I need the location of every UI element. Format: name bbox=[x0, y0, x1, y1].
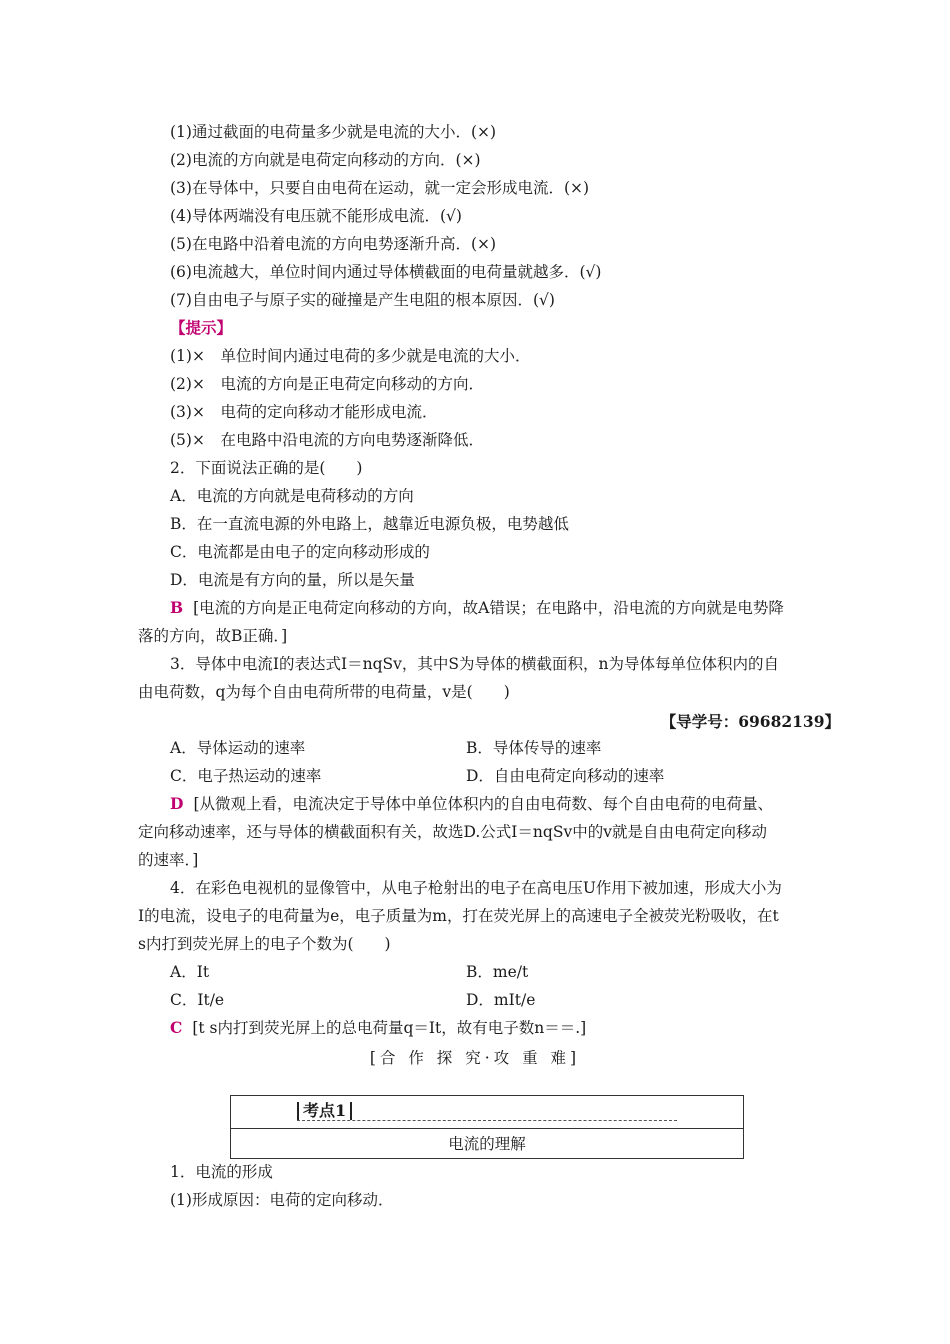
q3-explain-line-2: 定向移动速率，还与导体的横截面积有关，故选D.公式I＝nqSv中的v就是自由电荷定向移动 bbox=[138, 823, 767, 841]
hint-item-3: (3)× 电荷的定向移动才能形成电流． bbox=[170, 403, 438, 421]
q3-answer: D bbox=[170, 794, 184, 813]
q2-option-c: C．电流都是由电子的定向移动形成的 bbox=[170, 543, 430, 561]
topic-tag: 考点1 bbox=[297, 1102, 352, 1120]
q2-option-a: A．电流的方向就是电荷移动的方向 bbox=[170, 487, 414, 505]
q4-explanation bbox=[170, 1018, 586, 1038]
q3-option-d: D．自由电荷定向移动的速率 bbox=[466, 767, 665, 785]
q4-answer: C bbox=[170, 1018, 183, 1037]
q4-explain: [t s内打到荧光屏上的总电荷量q＝It，故有电子数n＝＝.] bbox=[192, 1019, 587, 1037]
q3-option-b: B．导体传导的速率 bbox=[466, 739, 602, 757]
q4-stem-line-1: 4．在彩色电视机的显像管中，从电子枪射出的电子在高电压U作用下被加速，形成大小为 bbox=[170, 879, 782, 897]
hint-label: 【提示】 bbox=[170, 318, 233, 337]
q2-option-d: D．电流是有方向的量，所以是矢量 bbox=[170, 571, 415, 589]
q4-stem-line-2: I的电流，设电子的电荷量为e，电子质量为m，打在荧光屏上的高速电子全被荧光粉吸收，在t bbox=[138, 907, 779, 925]
judge-item-6: (6)电流越大，单位时间内通过导体横截面的电荷量就越多．(√) bbox=[170, 263, 602, 281]
judge-item-4: (4)导体两端没有电压就不能形成电流．(√) bbox=[170, 207, 462, 225]
hint-item-5: (5)× 在电路中沿电流的方向电势逐渐降低． bbox=[170, 431, 484, 449]
q3-explain-line-1: [从微观上看，电流决定于导体中单位体积内的自由电荷数、每个自由电荷的电荷量、 bbox=[193, 795, 774, 813]
tail-line-2: (1)形成原因：电荷的定向移动． bbox=[170, 1191, 394, 1209]
q3-explain-line-3: 的速率．] bbox=[138, 851, 199, 869]
q4-option-d: D．mIt/e bbox=[466, 991, 536, 1009]
guide-number: 【导学号：69682139】 bbox=[660, 712, 840, 731]
q3-stem-line-1: 3．导体中电流I的表达式I＝nqSv，其中S为导体的横截面积，n为导体每单位体积内的自 bbox=[170, 655, 779, 673]
q3-option-a: A．导体运动的速率 bbox=[170, 739, 306, 757]
q2-explanation bbox=[170, 598, 784, 618]
q2-explain-line-2: 落的方向，故B正确．] bbox=[138, 627, 288, 645]
tail-line-1: 1．电流的形成 bbox=[170, 1163, 273, 1181]
topic-box-header bbox=[231, 1096, 743, 1129]
judge-item-5: (5)在电路中沿着电流的方向电势逐渐升高．(×) bbox=[170, 235, 497, 253]
hint-item-1: (1)× 单位时间内通过电荷的多少就是电流的大小． bbox=[170, 347, 531, 365]
judge-item-2: (2)电流的方向就是电荷定向移动的方向．(×) bbox=[170, 151, 481, 169]
hint-item-2: (2)× 电流的方向是正电荷定向移动的方向． bbox=[170, 375, 484, 393]
topic-box bbox=[230, 1095, 744, 1159]
judge-item-3: (3)在导体中，只要自由电荷在运动，就一定会形成电流．(×) bbox=[170, 179, 590, 197]
q3-stem-line-2: 由电荷数，q为每个自由电荷所带的电荷量，v是( ) bbox=[138, 683, 510, 701]
q2-answer: B bbox=[170, 598, 184, 617]
q4-option-b: B．me/t bbox=[466, 963, 529, 981]
q4-option-a: A．It bbox=[170, 963, 210, 981]
dashed-divider bbox=[297, 1120, 677, 1121]
judge-item-1: (1)通过截面的电荷量多少就是电流的大小．(×) bbox=[170, 123, 497, 141]
section-heading: [合 作 探 究·攻 重 难] bbox=[369, 1049, 581, 1067]
judge-item-7: (7)自由电子与原子实的碰撞是产生电阻的根本原因．(√) bbox=[170, 291, 555, 309]
q4-option-c: C．It/e bbox=[170, 991, 225, 1009]
q2-explain-line-1: [电流的方向是正电荷定向移动的方向，故A错误；在电路中，沿电流的方向就是电势降 bbox=[193, 599, 784, 617]
q3-explanation bbox=[170, 794, 773, 814]
q4-stem-line-3: s内打到荧光屏上的电子个数为( ) bbox=[138, 935, 391, 953]
q2-option-b: B．在一直流电源的外电路上，越靠近电源负极，电势越低 bbox=[170, 515, 569, 533]
q3-option-c: C．电子热运动的速率 bbox=[170, 767, 322, 785]
topic-title: 电流的理解 bbox=[448, 1135, 526, 1153]
q2-stem: 2．下面说法正确的是( ) bbox=[170, 459, 363, 477]
